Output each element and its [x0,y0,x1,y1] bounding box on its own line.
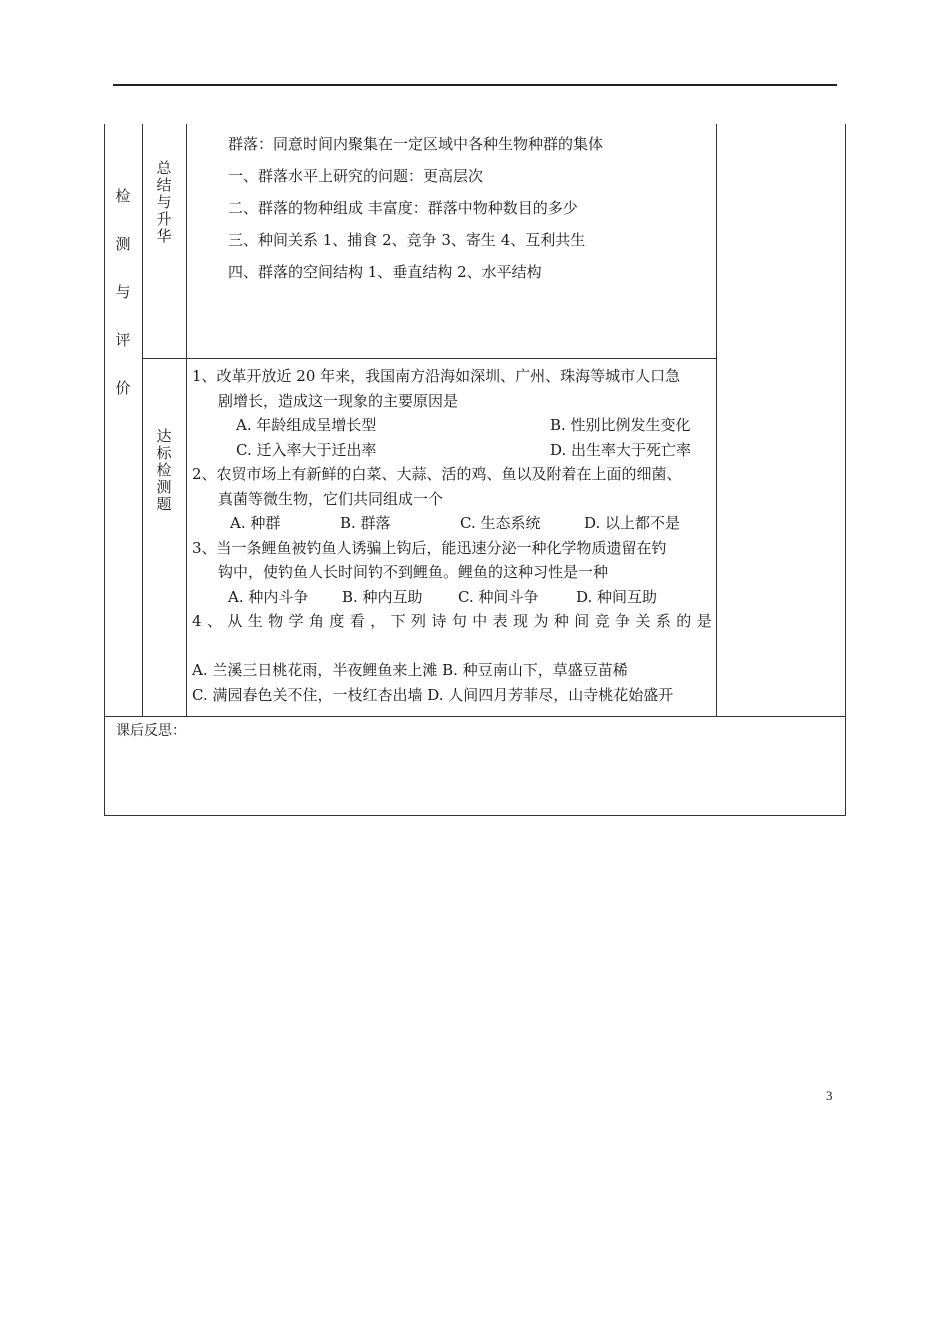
row-divider-summary [142,358,716,359]
summary-line: 三、种间关系 1、捕食 2、竞争 3、寄生 4、互利共生 [228,231,586,249]
question-4-options-cd: C. 满园春色关不住，一枝红杏出墙 D. 人间四月芳菲尽，山寺桃花始盛开 [192,685,674,704]
question-1-stem-cont: 剧增长，造成这一现象的主要原因是 [218,391,459,410]
label-char: 结 [156,176,172,194]
option-d: D. 出生率大于死亡率 [550,440,692,459]
question-4-char: 系 [655,612,671,630]
reflection-label: 课后反思： [116,723,186,739]
option-c: C. 迁入率大于迁出率 [236,440,377,459]
question-3-options [192,585,712,610]
question-2-options [192,511,712,536]
question-1-options-ab [192,413,712,438]
blank-line [192,634,712,659]
section-label-quiz [142,428,186,513]
summary-content [228,132,603,292]
label-char: 标 [156,444,172,462]
option-d: D. 种间互助 [576,587,658,606]
label-char: 检 [115,187,131,205]
option-c: C. 种间斗争 [458,587,539,606]
question-4-char: 物 [268,612,284,630]
column-divider-2 [186,124,187,716]
question-4-char: 学 [288,612,304,630]
label-char: 华 [156,227,172,245]
evaluation-table [104,124,846,816]
summary-line: 二、群落的物种组成 丰富度：群落中物种数目的多少 [228,199,578,217]
row-divider-reflection [104,716,846,717]
option-b: B. 群落 [340,514,391,532]
label-char: 升 [156,210,172,228]
question-4-char: 诗 [431,612,447,630]
label-char: 检 [156,461,172,479]
label-char: 达 [156,427,172,445]
question-4-char: 生 [247,612,263,630]
label-char: 总 [156,159,172,177]
question-4-char: 从 [227,612,243,630]
label-char: 测 [156,478,172,496]
label-char: 评 [115,331,131,349]
question-4-char: 种 [553,612,569,630]
question-1-options-cd [192,438,712,463]
question-4-char: 现 [513,612,529,630]
question-4-char: 关 [635,612,651,630]
question-2-stem: 2、农贸市场上有新鲜的白菜、大蒜、活的鸡、鱼以及附着在上面的细菌、 [192,465,682,483]
question-4-char: 下 [390,612,406,630]
label-char: 价 [115,379,131,397]
summary-line: 四、群落的空间结构 1、垂直结构 2、水平结构 [228,263,542,281]
question-4-char: 句 [451,612,467,630]
option-b: B. 种内互助 [342,587,423,606]
table-border-bottom [104,815,846,816]
table-border-right [845,124,846,816]
question-4-char: 角 [308,612,324,630]
label-char: 与 [156,193,172,211]
summary-line: 群落：同意时间内聚集在一定区域中各种生物种群的集体 [228,135,604,153]
question-4-char: 4 [192,612,202,630]
question-3-stem: 3、当一条鲤鱼被钓鱼人诱骗上钩后，能迅速分泌一种化学物质遗留在钓 [192,538,667,557]
question-4-stem [192,609,712,634]
question-1-stem: 1、改革开放近 20 年来，我国南方沿海如深圳、广州、珠海等城市人口急 [192,367,681,385]
option-d: D. 以上都不是 [584,514,681,532]
label-char: 题 [156,495,172,513]
quiz-content [192,364,712,707]
label-char: 与 [115,283,131,301]
question-4-char: ， [370,612,386,630]
question-4-char: 表 [492,612,508,630]
section-label-evaluation [104,188,142,428]
option-a: A. 种内斗争 [228,587,309,606]
question-4-char: 、 [206,612,222,630]
option-c: C. 生态系统 [460,514,541,532]
question-4-char: 列 [411,612,427,630]
question-2-stem-cont: 真菌等微生物，它们共同组成一个 [218,489,444,508]
question-4-char: 看 [349,612,365,630]
question-4-char: 间 [574,612,590,630]
option-b: B. 性别比例发生变化 [550,416,691,434]
question-4-options-ab: A. 兰溪三日桃花雨，半夜鲤鱼来上滩 B. 种豆南山下，草盛豆苗稀 [192,661,628,679]
question-4-char: 为 [533,612,549,630]
question-4-char: 的 [676,612,692,630]
question-4-char: 争 [615,612,631,630]
question-4-char: 是 [696,612,712,630]
label-char: 测 [115,235,131,253]
question-4-char: 中 [472,612,488,630]
column-divider-3 [716,124,717,716]
option-a: A. 种群 [230,514,281,532]
page-number: 3 [826,1088,833,1103]
section-label-summary [142,160,186,245]
header-rule [113,84,837,86]
summary-line: 一、群落水平上研究的问题：更高层次 [228,167,484,185]
question-4-char: 竞 [594,612,610,630]
question-3-stem-cont: 钩中，使钓鱼人长时间钓不到鲤鱼。鲤鱼的这种习性是一种 [218,563,609,581]
question-4-char: 度 [329,612,345,630]
option-a: A. 年龄组成呈增长型 [236,416,377,434]
